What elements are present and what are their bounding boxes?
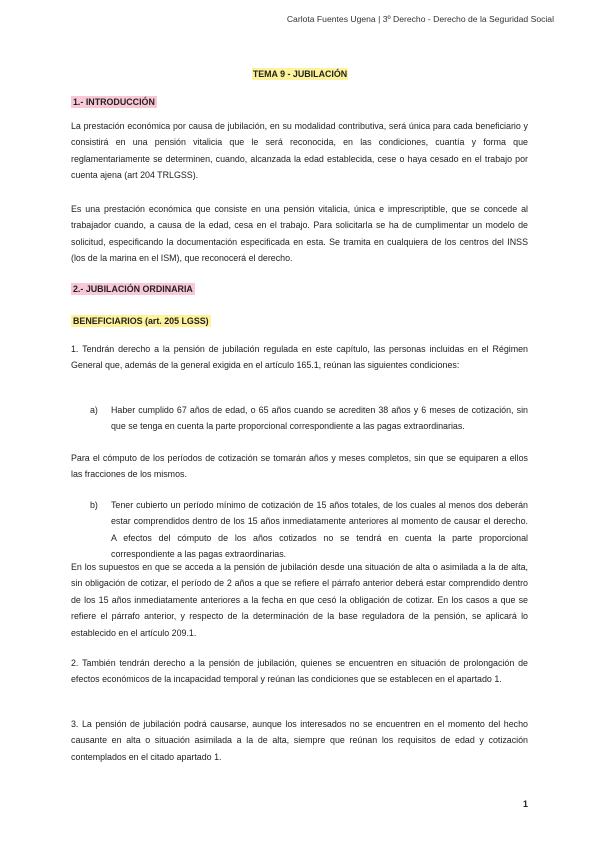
- list-item-b-label: b): [90, 500, 98, 510]
- document-title: [0, 69, 600, 79]
- list-item-b-text: Tener cubierto un período mínimo de cotización de 15 años totales, de los cuales al menos dos deberán estar comprendidos dentro de los 15 años inmediatamente anteriores al momento de causar el derecho. A efectos del cómputo de los años cotizados no se tendrá en cuenta la parte proporcional correspondiente a las pagas extraordinarias.: [111, 500, 528, 560]
- page-number: 1: [523, 799, 528, 809]
- list-item-a: [71, 402, 528, 435]
- document-title-text: TEMA 9 - JUBILACIÓN: [252, 69, 348, 79]
- section-heading-jubilacion-ordinaria-text: 2.- JUBILACIÓN ORDINARIA: [73, 284, 193, 294]
- beneficiarios-paragraph-1: 1. Tendrán derecho a la pensión de jubilación regulada en este capítulo, las personas incluidas en el Régimen General que, además de la general exigida en el artículo 165.1, reúnan las siguientes condiciones:: [71, 344, 528, 371]
- section-heading-introduccion: [71, 97, 157, 107]
- beneficiarios-paragraph-4: 2. También tendrán derecho a la pensión de jubilación, quienes se encuentren en situación de prolongación de efectos económicos de la incapacidad temporal y reúnan las condiciones que se establecen en el apartado 1.: [71, 658, 528, 685]
- section-heading-introduccion-text: 1.- INTRODUCCIÓN: [73, 97, 155, 107]
- beneficiarios-paragraph-3: En los supuestos en que se acceda a la pensión de jubilación desde una situación de alta o asimilada a la de alta, sin obligación de cotizar, el período de 2 años a que se refiere el párrafo anterior deberá estar comprendido dentro de los 15 años inmediatamente anteriores a la fecha en que cesó la obligación de cotizar. En los casos a que se refiere el párrafo anterior, y respecto de la determinación de la base reguladora de la pensión, se aplicará lo establecido en el artículo 209.1.: [71, 562, 528, 638]
- intro-paragraph-2: Es una prestación económica que consiste en una pensión vitalicia, única e imprescriptible, que se concede al trabajador cuando, a causa de la edad, cesa en el trabajo. Para solicitarla se ha de cumplimentar un modelo de solicitud, especificando la documentación especificada en esta. Se tramita en cualquiera de los centros del INSS (los de la marina en el ISM), que reconocerá el derecho.: [71, 204, 528, 264]
- page-header: Carlota Fuentes Ugena | 3º Derecho - Derecho de la Seguridad Social: [286, 14, 554, 24]
- subheading-beneficiarios: [71, 316, 211, 326]
- list-item-b: [71, 497, 528, 563]
- beneficiarios-paragraph-2: Para el cómputo de los períodos de cotización se tomarán años y meses completos, sin que se equiparen a ellos las fracciones de los mismos.: [71, 453, 528, 480]
- intro-paragraph-1: La prestación económica por causa de jubilación, en su modalidad contributiva, será única para cada beneficiario y consistirá en una pensión vitalicia que le será reconocida, en las condiciones, cuantía y forma que reglamentariamente se determinen, cuando, alcanzada la edad establecida, cese o haya cesado en el trabajo por cuenta ajena (art 204 TRLGSS).: [71, 121, 528, 181]
- subheading-beneficiarios-text: BENEFICIARIOS (art. 205 LGSS): [73, 316, 209, 326]
- beneficiarios-paragraph-5: 3. La pensión de jubilación podrá causarse, aunque los interesados no se encuentren en el momento del hecho causante en alta o situación asimilada a la de alta, siempre que reúnan los requisitos de edad y cotización contemplados en el citado apartado 1.: [71, 719, 528, 762]
- list-item-a-text: Haber cumplido 67 años de edad, o 65 años cuando se acrediten 38 años y 6 meses de cotización, sin que se tenga en cuenta la parte proporcional correspondiente a las pagas extraordinarias.: [111, 405, 528, 432]
- section-heading-jubilacion-ordinaria: [71, 284, 195, 294]
- list-item-a-label: a): [90, 405, 98, 415]
